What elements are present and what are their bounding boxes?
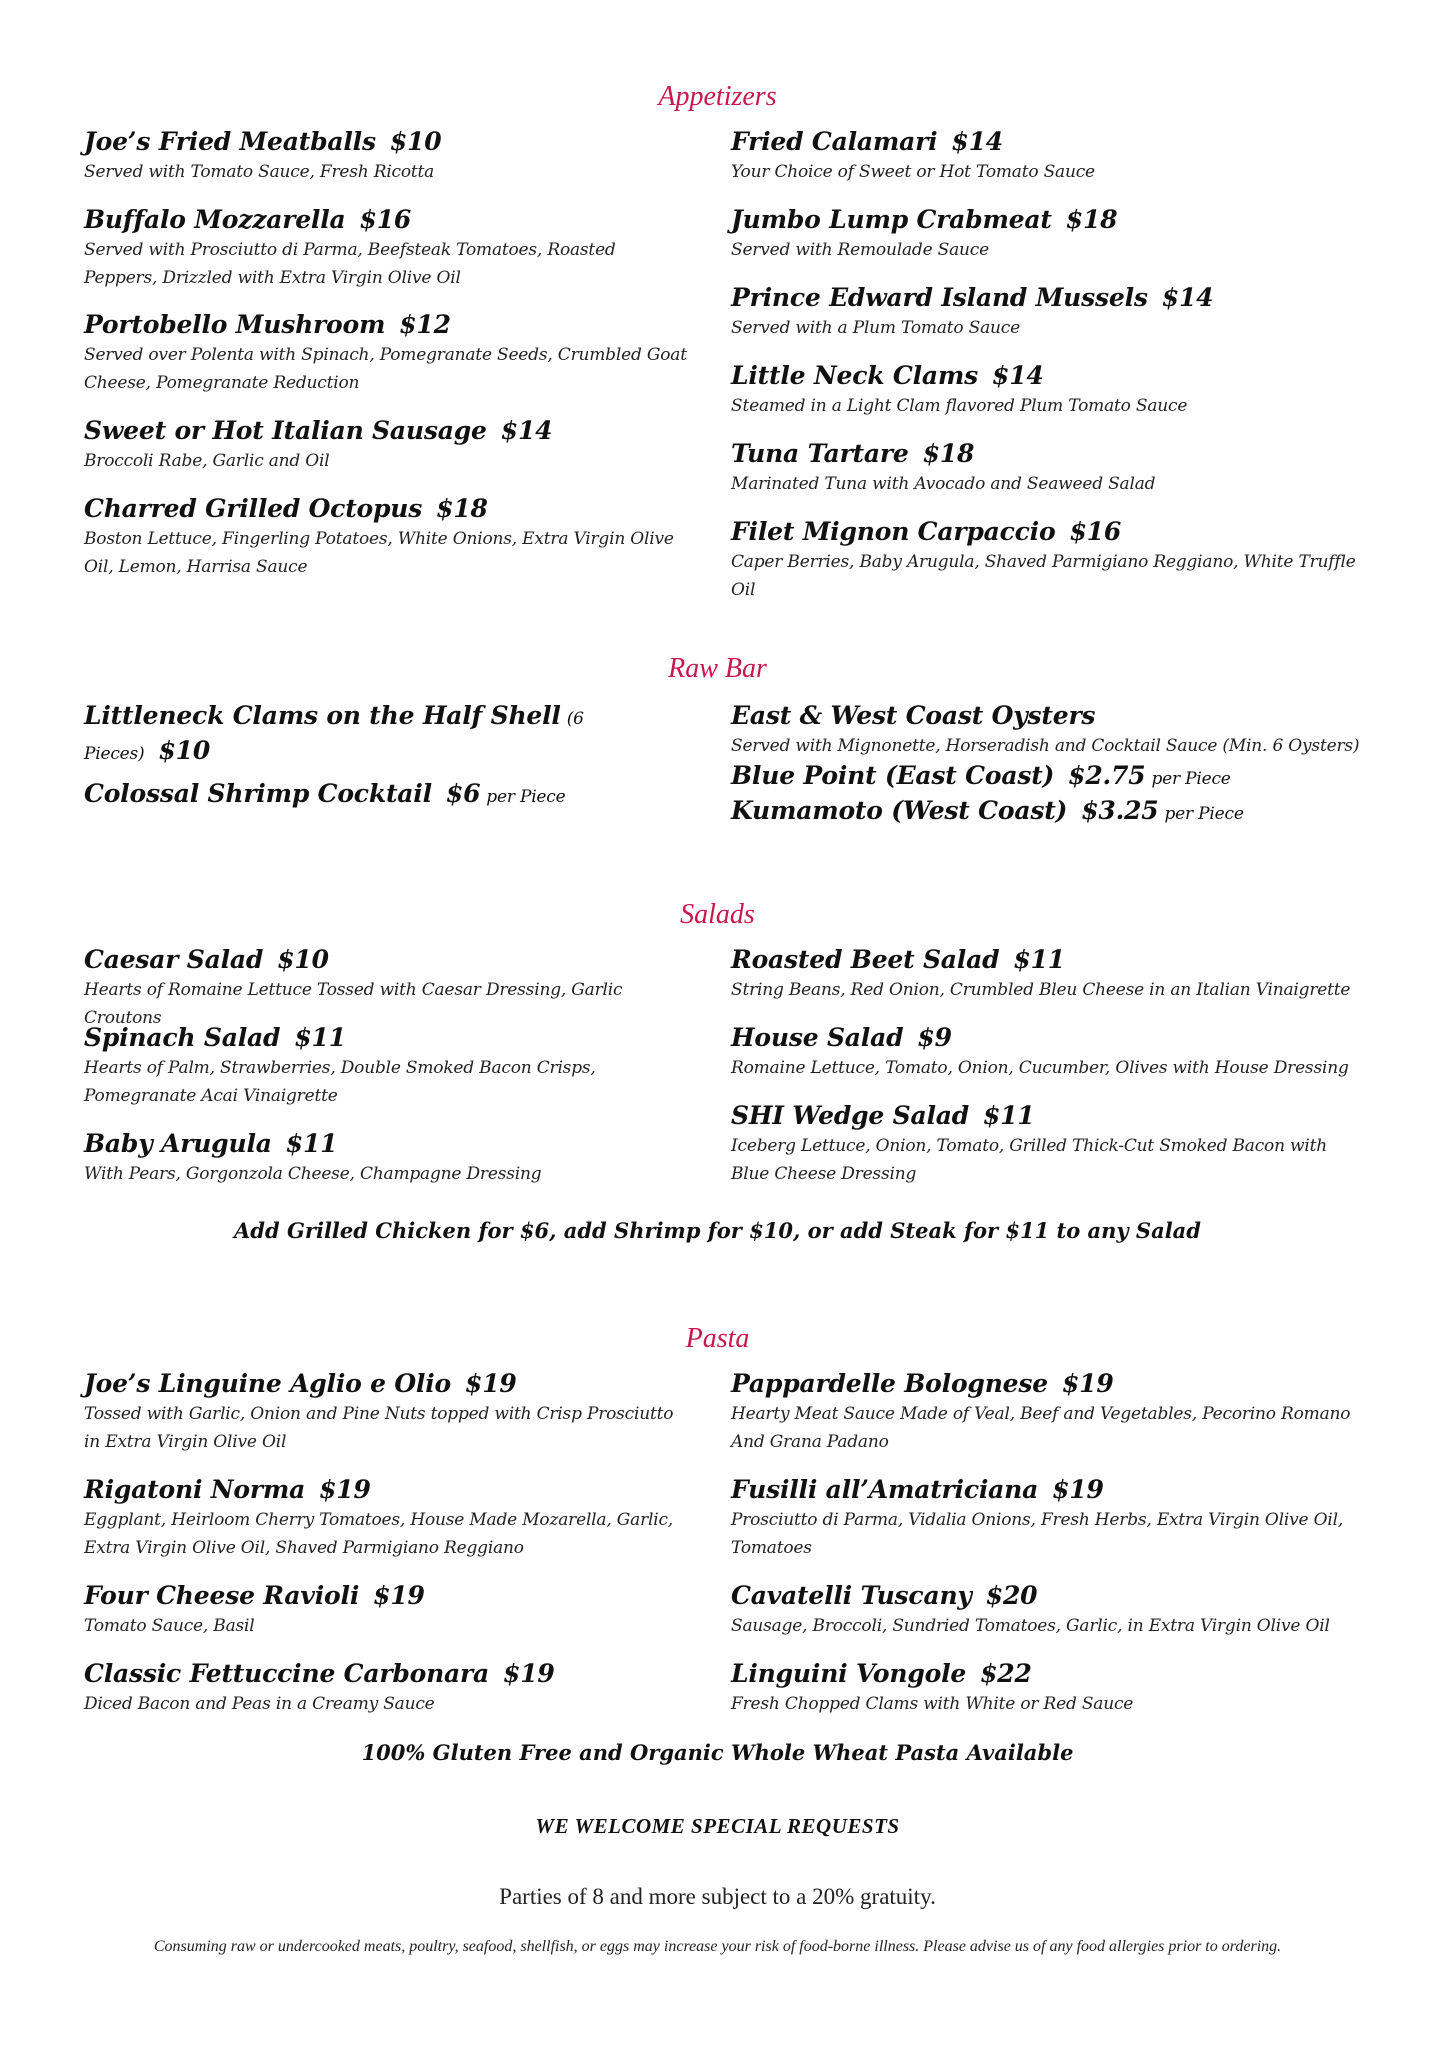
item-price: $14 [500,416,553,445]
item-price: $11 [983,1101,1035,1130]
item-description: Served with Mignonette, Horseradish and Cocktail Sauce (Min. 6 Oysters) [731,736,1360,756]
menu-item [731,944,1361,1022]
item-name-line [84,493,694,525]
item-name: Rigatoni Norma [84,1475,306,1504]
item-name-line [731,204,1361,236]
special-requests-note: WE WELCOME SPECIAL REQUESTS [535,1814,900,1838]
item-price: $18 [1065,205,1118,234]
item-name-line [84,1022,694,1054]
item-description: Sausage, Broccoli, Sundried Tomatoes, Garlic, in Extra Virgin Olive Oil [731,1616,1330,1636]
item-name: Joe’s Fried Meatballs [84,127,376,156]
item-name-line [84,778,694,813]
item-price: $14 [951,127,1003,156]
menu-item [731,516,1361,604]
menu-item [731,1658,1361,1718]
item-name-line [84,1474,694,1506]
menu-item [731,1022,1361,1100]
item-price: $20 [985,1581,1038,1610]
item-name: Four Cheese Ravioli [84,1581,360,1610]
item-description: Served with a Plum Tomato Sauce [731,318,1020,338]
item-description: Romaine Lettuce, Tomato, Onion, Cucumber, Olives with House Dressing [731,1058,1349,1078]
item-name-line [84,944,694,976]
salad-addon-note: Add Grilled Chicken for $6, add Shrimp for $10, or add Steak for $11 to any Salad [234,1218,1201,1243]
menu-item [731,204,1361,282]
item-name: Classic Fettuccine Carbonara [84,1659,490,1688]
item-name: Baby Arugula [84,1129,272,1158]
item-description: Served over Polenta with Spinach, Pomegranate Seeds, Crumbled Goat Cheese, Pomegranate Reduction [84,345,687,393]
item-name: Blue Point (East Coast) [731,761,1055,790]
item-name: Joe’s Linguine Aglio e Olio [84,1369,451,1398]
item-name-line [731,126,1361,158]
menu-item [84,1368,694,1474]
item-name: Little Neck Clams [731,361,979,390]
item-name-line [84,415,694,447]
item-name: Filet Mignon Carpaccio [731,517,1056,546]
item-name: Prince Edward Island Mussels [731,283,1148,312]
menu-item [731,360,1361,438]
item-price: $19 [319,1475,371,1504]
menu-item [84,700,694,778]
item-price: $10 [389,127,442,156]
menu-item [731,1368,1361,1474]
menu-item [84,1022,694,1128]
item-price: $6 [445,779,481,808]
item-price: $19 [1061,1369,1114,1398]
item-price: $19 [503,1659,555,1688]
item-name: House Salad [731,1023,904,1052]
item-price: $19 [465,1369,517,1398]
menu-item [731,126,1361,204]
item-name: Roasted Beet Salad [731,945,1000,974]
item-price: $18 [922,439,975,468]
menu-item [84,493,694,581]
item-name-line [731,1658,1361,1690]
menu-item [731,700,1361,760]
item-price: $11 [1013,945,1065,974]
item-name: Kumamoto (West Coast) [731,796,1068,825]
item-name: Jumbo Lump Crabmeat [731,205,1052,234]
item-name: Colossal Shrimp Cocktail [84,779,432,808]
item-price: $10 [158,736,211,765]
item-description: Your Choice of Sweet or Hot Tomato Sauce [731,162,1095,182]
item-name: Charred Grilled Octopus [84,494,423,523]
menu-item [84,1580,694,1658]
item-description: Served with Remoulade Sauce [731,240,989,260]
item-name-line [84,309,694,341]
menu-item [731,1474,1361,1580]
section-title-appetizers: Appetizers [658,81,777,112]
menu-item [84,204,694,309]
item-description: Served with Prosciutto di Parma, Beefsteak Tomatoes, Roasted Peppers, Drizzled with Extra Virgin Olive Oil [84,240,616,288]
item-description: Fresh Chopped Clams with White or Red Sauce [731,1694,1134,1714]
item-name-line [84,126,694,158]
section-title-salads: Salads [680,899,755,930]
menu-item [84,126,694,204]
item-description: Tossed with Garlic, Onion and Pine Nuts topped with Crisp Prosciutto in Extra Virgin Olive Oil [84,1404,674,1452]
item-name-line [731,1100,1361,1132]
item-description: Diced Bacon and Peas in a Creamy Sauce [84,1694,435,1714]
item-price: $19 [373,1581,425,1610]
item-description: Hearty Meat Sauce Made of Veal, Beef and Vegetables, Pecorino Romano And Grana Padano [731,1404,1351,1452]
section-title-raw-bar: Raw Bar [668,653,767,684]
appetizers-left-column [84,126,694,581]
item-description: String Beans, Red Onion, Crumbled Bleu Cheese in an Italian Vinaigrette [731,980,1351,1000]
salads-right-column [731,944,1361,1188]
item-price: $11 [285,1129,338,1158]
raw-bar-left-column [84,700,694,813]
item-description: Served with Tomato Sauce, Fresh Ricotta [84,162,435,182]
item-name-line [731,516,1361,548]
item-name-line [731,944,1361,976]
item-name: SHI Wedge Salad [731,1101,970,1130]
item-name-line [731,282,1361,314]
menu-item [84,944,694,1028]
item-price: $12 [399,310,451,339]
item-name: Fried Calamari [731,127,938,156]
item-name: Buffalo Mozzarella [84,205,346,234]
item-name: Spinach Salad [84,1023,281,1052]
item-price: $18 [436,494,488,523]
item-price: $16 [1069,517,1122,546]
item-name: Portobello Mushroom [84,310,386,339]
item-name: Tuna Tartare [731,439,909,468]
menu-item [84,778,694,813]
item-description: Iceberg Lettuce, Onion, Tomato, Grilled Thick-Cut Smoked Bacon with Blue Cheese Dressing [731,1136,1328,1184]
item-description: Eggplant, Heirloom Cherry Tomatoes, House Made Mozarella, Garlic, Extra Virgin Olive Oil, Shaved Parmigiano Reggiano [84,1510,674,1558]
item-description: Boston Lettuce, Fingerling Potatoes, White Onions, Extra Virgin Olive Oil, Lemon, Harrisa Sauce [84,529,674,577]
item-name-line [84,1580,694,1612]
menu-item [731,438,1361,516]
item-description: Steamed in a Light Clam flavored Plum Tomato Sauce [731,396,1188,416]
item-name-line [84,1658,694,1690]
item-price: $3.25 [1081,796,1159,825]
menu-item [84,1128,694,1188]
item-name: East & West Coast Oysters [731,701,1096,730]
item-name: Pappardelle Bolognese [731,1369,1048,1398]
item-price: $14 [1161,283,1214,312]
pasta-left-column [84,1368,694,1718]
item-description: Broccoli Rabe, Garlic and Oil [84,451,330,471]
item-price: $22 [980,1659,1032,1688]
item-description: Hearts of Palm, Strawberries, Double Smoked Bacon Crisps, Pomegranate Acai Vinaigrette [84,1058,596,1106]
item-name: Linguini Vongole [731,1659,967,1688]
raw-bar-right-column [731,700,1361,830]
item-name: Littleneck Clams on the Half Shell [84,701,561,730]
item-description: Prosciutto di Parma, Vidalia Onions, Fresh Herbs, Extra Virgin Olive Oil, Tomatoes [731,1510,1344,1558]
item-name: Sweet or Hot Italian Sausage [84,416,487,445]
food-safety-disclaimer: Consuming raw or undercooked meats, poultry, seafood, shellfish, or eggs may increase your risk of food-borne illness. Please advise us of any food allergies prior to ordering. [153,1938,1282,1955]
item-name-line [731,1474,1361,1506]
item-name-line [731,360,1361,392]
item-name-line [84,1128,694,1160]
gluten-free-note: 100% Gluten Free and Organic Whole Wheat Pasta Available [361,1740,1074,1765]
menu-item [731,1100,1361,1188]
item-name: Cavatelli Tuscany [731,1581,972,1610]
item-qualifier: (6 Pieces) [84,709,584,764]
menu-item [731,795,1361,830]
item-qualifier: per Piece [486,787,566,807]
item-name-line [84,700,694,770]
item-price: $11 [294,1023,346,1052]
item-price: $9 [917,1023,952,1052]
menu-item [84,1474,694,1580]
menu-item [84,1658,694,1718]
salads-left-column [84,944,694,1188]
menu-item [731,1580,1361,1658]
item-description: Marinated Tuna with Avocado and Seaweed Salad [731,474,1156,494]
item-name: Fusilli all’Amatriciana [731,1475,1039,1504]
section-title-pasta: Pasta [685,1323,750,1354]
menu-item [731,282,1361,360]
item-price: $10 [277,945,329,974]
item-name-line [731,795,1361,830]
item-name-line [731,760,1361,795]
item-price: $16 [359,205,412,234]
item-qualifier: per Piece [1151,769,1231,789]
item-description: With Pears, Gorgonzola Cheese, Champagne Dressing [84,1164,542,1184]
item-name-line [84,204,694,236]
item-description: Caper Berries, Baby Arugula, Shaved Parmigiano Reggiano, White Truffle Oil [731,552,1356,600]
menu-item [84,415,694,493]
item-name: Caesar Salad [84,945,264,974]
item-name-line [731,1368,1361,1400]
gratuity-note: Parties of 8 and more subject to a 20% gratuity. [499,1884,936,1909]
item-name-line [731,438,1361,470]
item-price: $2.75 [1068,761,1146,790]
item-name-line [731,1580,1361,1612]
item-description: Tomato Sauce, Basil [84,1616,255,1636]
appetizers-right-column [731,126,1361,604]
item-price: $14 [992,361,1044,390]
item-name-line [731,1022,1361,1054]
pasta-right-column [731,1368,1361,1718]
menu-item [731,760,1361,795]
item-price: $19 [1052,1475,1104,1504]
item-description: Hearts of Romaine Lettuce Tossed with Caesar Dressing, Garlic Croutons [84,980,623,1028]
menu-item [84,309,694,415]
item-name-line [84,1368,694,1400]
item-qualifier: per Piece [1164,804,1244,824]
